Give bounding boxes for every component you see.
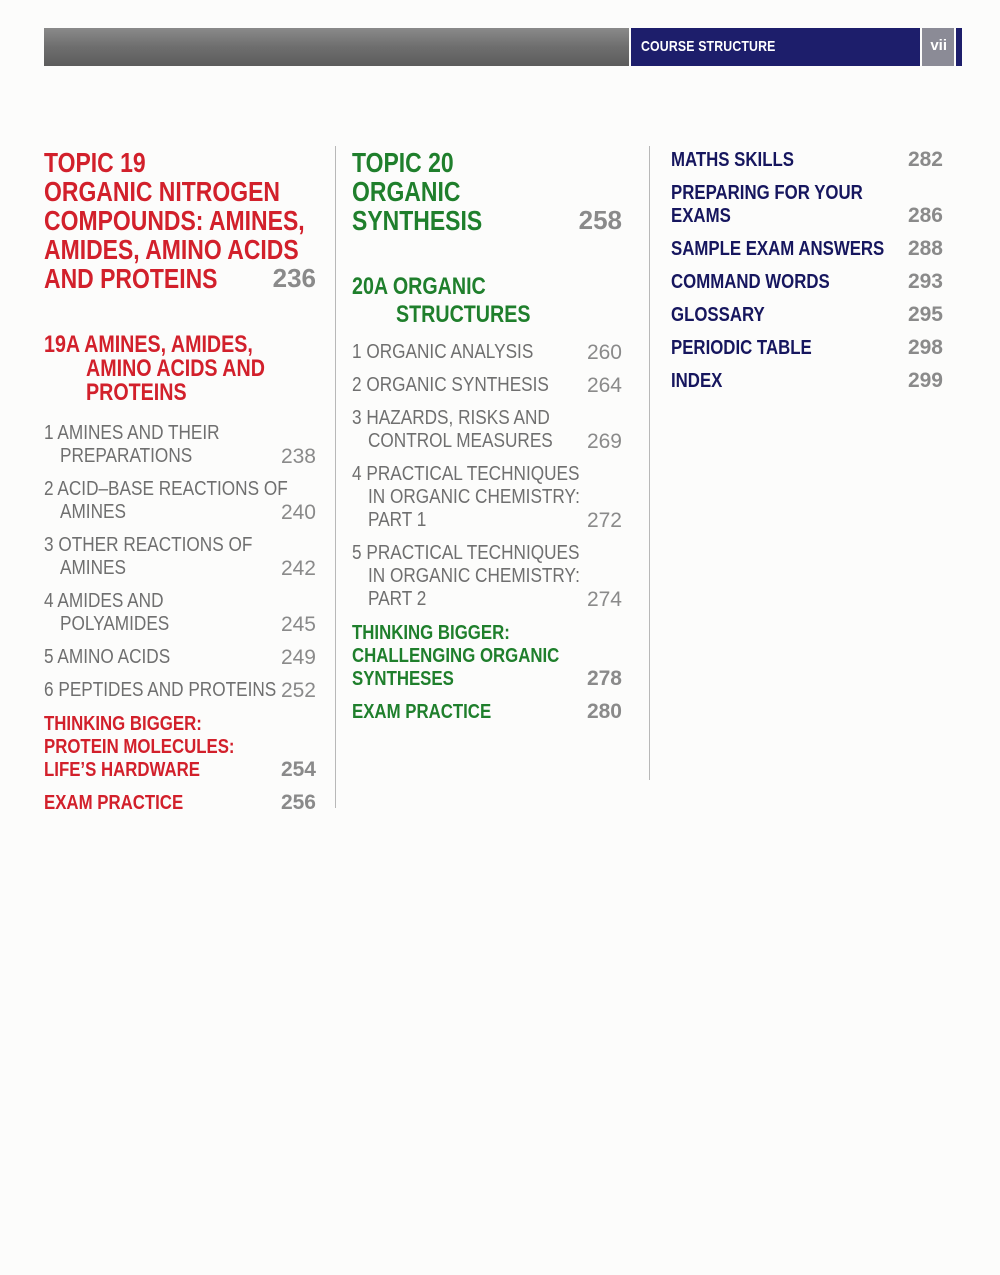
toc-entry[interactable] (352, 463, 622, 532)
back-matter-entry[interactable] (671, 270, 943, 293)
topic-20-column (352, 148, 622, 723)
exam-practice-entry[interactable] (352, 700, 622, 723)
entry-line: PART 1 (368, 509, 427, 531)
topic-title-line: SYNTHESIS (352, 205, 483, 236)
topic-title-line: COMPOUNDS: AMINES, (44, 205, 305, 236)
page-ref: 258 (578, 205, 622, 235)
topic-title-line: AND PROTEINS (44, 263, 218, 294)
thinking-bigger-entry[interactable] (352, 621, 622, 690)
page-ref: 299 (907, 369, 943, 392)
entry-line: PERIODIC TABLE (671, 336, 812, 359)
page-ref: 240 (280, 501, 316, 524)
entry-line: IN ORGANIC CHEMISTRY: (368, 565, 580, 587)
header-bar (44, 28, 962, 66)
topic-19-column (44, 148, 316, 814)
entry-line: PROTEIN MOLECULES: (44, 735, 235, 758)
entry-line: PREPARING FOR YOUR (671, 181, 863, 204)
toc-entry[interactable] (352, 374, 622, 397)
entry-line: SAMPLE EXAM ANSWERS (671, 237, 885, 260)
page-ref: 260 (586, 341, 622, 364)
page-ref: 272 (586, 509, 622, 532)
subsection-line: AMINO ACIDS AND (86, 355, 265, 382)
entry-line: MATHS SKILLS (671, 148, 794, 171)
entry-line: PART 2 (368, 588, 427, 610)
entry-line: 5 PRACTICAL TECHNIQUES (352, 542, 580, 564)
page-ref: 242 (280, 557, 316, 580)
entry-line: CHALLENGING ORGANIC (352, 644, 560, 667)
page-ref: 286 (907, 204, 943, 227)
entry-line: 1 AMINES AND THEIR (44, 422, 220, 444)
exam-practice-entry[interactable] (44, 791, 316, 814)
toc-entry[interactable] (44, 590, 316, 636)
page-ref: 282 (907, 148, 943, 171)
page-ref: 236 (272, 263, 316, 293)
entry-line: 5 AMINO ACIDS (44, 646, 171, 668)
subsection-line: PROTEINS (86, 379, 187, 406)
page-ref: 295 (907, 303, 943, 326)
entry-line: CONTROL MEASURES (368, 430, 553, 452)
thinking-bigger-entry[interactable] (44, 712, 316, 781)
page-ref: 264 (586, 374, 622, 397)
page-ref: 249 (280, 646, 316, 669)
toc-entry[interactable] (44, 478, 316, 524)
page-ref: 274 (586, 588, 622, 611)
header-edge (956, 28, 962, 66)
entry-line: 2 ACID–BASE REACTIONS OF (44, 478, 288, 500)
entry-line: COMMAND WORDS (671, 270, 830, 293)
page-ref: 245 (280, 613, 316, 636)
toc-entry[interactable] (44, 534, 316, 580)
page-ref: 293 (907, 270, 943, 293)
page-ref: 238 (280, 445, 316, 468)
header-section-band (631, 28, 920, 66)
entry-line: 4 PRACTICAL TECHNIQUES (352, 463, 580, 485)
entry-line: INDEX (671, 369, 723, 392)
subsection-line: STRUCTURES (396, 301, 531, 328)
column-divider (649, 146, 650, 780)
entry-line: 1 ORGANIC ANALYSIS (352, 341, 534, 363)
subsection-20a-heading[interactable] (352, 275, 622, 327)
page-number: vii (930, 37, 948, 54)
toc-entry[interactable] (352, 407, 622, 453)
topic-title-line: TOPIC 19 (44, 147, 146, 178)
back-matter-entry[interactable] (671, 181, 943, 227)
back-matter-entry[interactable] (671, 369, 943, 392)
column-divider (335, 146, 336, 808)
header-gray-band (44, 28, 629, 66)
back-matter-entry[interactable] (671, 148, 943, 171)
page-ref: 254 (280, 758, 316, 781)
entry-line: 4 AMIDES AND (44, 590, 164, 612)
topic-title-line: ORGANIC NITROGEN (44, 176, 280, 207)
topic-title-line: AMIDES, AMINO ACIDS (44, 234, 299, 265)
toc-entry[interactable] (44, 679, 316, 702)
page-ref: 278 (586, 667, 622, 690)
entry-line: SYNTHESES (352, 667, 454, 690)
entry-line: IN ORGANIC CHEMISTRY: (368, 486, 580, 508)
entry-line: 3 HAZARDS, RISKS AND (352, 407, 550, 429)
entry-line: AMINES (60, 501, 126, 523)
entry-line: POLYAMIDES (60, 613, 170, 635)
back-matter-entry[interactable] (671, 303, 943, 326)
entry-line: 6 PEPTIDES AND PROTEINS (44, 679, 277, 701)
back-matter-column (671, 148, 943, 392)
subsection-line: 20A ORGANIC (352, 273, 486, 300)
back-matter-entry[interactable] (671, 336, 943, 359)
entry-line: 2 ORGANIC SYNTHESIS (352, 374, 549, 396)
entry-line: THINKING BIGGER: (44, 712, 202, 735)
toc-entry[interactable] (352, 341, 622, 364)
entry-line: 3 OTHER REACTIONS OF (44, 534, 253, 556)
page-ref: 280 (586, 700, 622, 723)
section-title: COURSE STRUCTURE (640, 38, 776, 55)
page-number-box (922, 28, 954, 66)
topic-19-heading[interactable] (44, 148, 316, 293)
page-ref: 298 (907, 336, 943, 359)
entry-line: THINKING BIGGER: (352, 621, 510, 644)
entry-line: EXAM PRACTICE (44, 791, 184, 814)
toc-entry[interactable] (44, 646, 316, 669)
entry-line: EXAMS (671, 204, 731, 227)
topic-title-line: ORGANIC (352, 176, 461, 207)
toc-entry[interactable] (44, 422, 316, 468)
topic-20-heading[interactable] (352, 148, 622, 235)
entry-line: LIFE’S HARDWARE (44, 758, 200, 781)
subsection-19a-heading[interactable] (44, 333, 316, 405)
page-ref: 252 (280, 679, 316, 702)
page-ref: 288 (907, 237, 943, 260)
subsection-line: 19A AMINES, AMIDES, (44, 331, 253, 358)
topic-title-line: TOPIC 20 (352, 147, 454, 178)
page-ref: 269 (586, 430, 622, 453)
entry-line: PREPARATIONS (60, 445, 193, 467)
entry-line: EXAM PRACTICE (352, 700, 492, 723)
toc-entry[interactable] (352, 542, 622, 611)
entry-line: AMINES (60, 557, 126, 579)
entry-line: GLOSSARY (671, 303, 765, 326)
page-ref: 256 (280, 791, 316, 814)
back-matter-entry[interactable] (671, 237, 943, 260)
